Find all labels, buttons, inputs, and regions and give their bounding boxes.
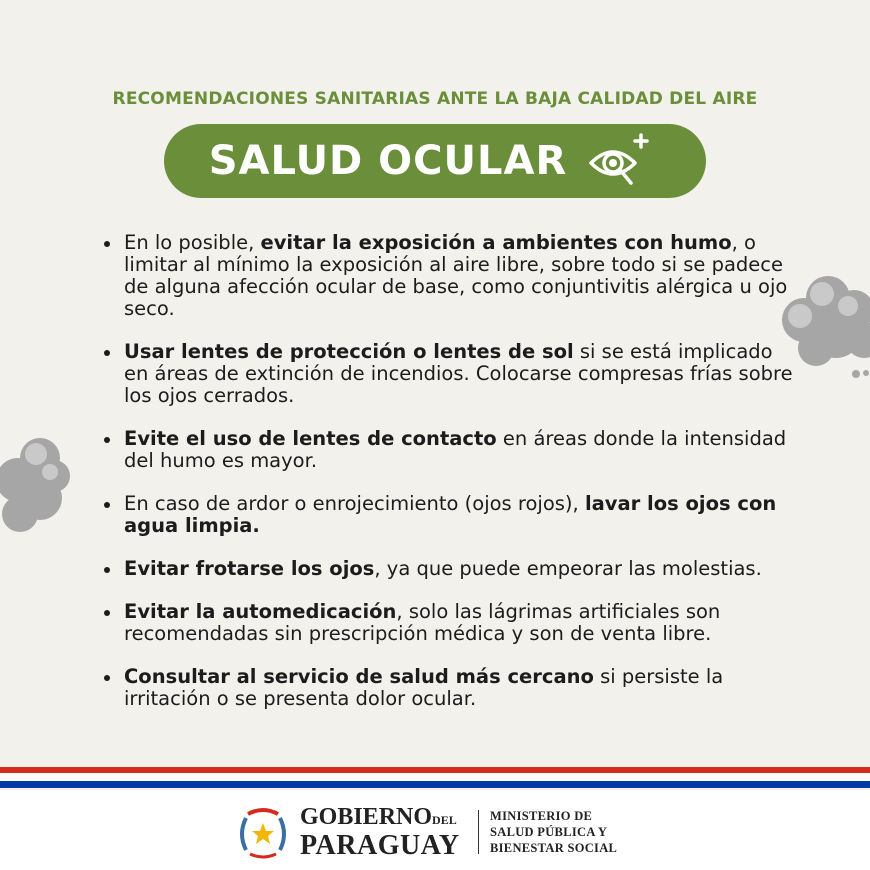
recommendation-bold-text: Evitar frotarse los ojos bbox=[124, 557, 375, 580]
government-wordmark bbox=[300, 804, 460, 859]
ministry-line1: MINISTERIO DE bbox=[490, 809, 593, 823]
page-title: SALUD OCULAR bbox=[208, 138, 568, 184]
recommendation-text: , ya que puede empeorar las molestias. bbox=[374, 557, 762, 580]
flag-stripe-white bbox=[0, 773, 870, 781]
eye-magnifier-plus-icon bbox=[587, 131, 661, 191]
gov-line2: PARAGUAY bbox=[300, 830, 460, 861]
recommendation-text: , o limitar al mínimo la exposición al aire libre, sobre todo si se padece de alguna afección ocular de base, como conjuntivitis alérgica u ojo seco. bbox=[124, 231, 788, 320]
recommendation-text: en áreas donde la intensidad del humo es mayor. bbox=[124, 427, 787, 472]
ministry-line2: SALUD PÚBLICA Y bbox=[490, 825, 608, 839]
recommendation-text: si persiste la irritación o se presenta dolor ocular. bbox=[124, 665, 724, 710]
recommendation-list bbox=[104, 232, 794, 731]
recommendation-bold-text: Consultar al servicio de salud más cercano bbox=[124, 665, 594, 688]
recommendation-bold-text: Evitar la automedicación bbox=[124, 600, 397, 623]
gov-del: DEL bbox=[432, 813, 457, 827]
recommendation-item bbox=[104, 341, 794, 407]
recommendation-bold-text: Usar lentes de protección o lentes de sol bbox=[124, 340, 574, 363]
recommendation-text: si se está implicado en áreas de extinción de incendios. Colocarse compresas frías sobre los ojos cerrados. bbox=[124, 340, 793, 407]
recommendation-bold-text: lavar los ojos con agua limpia. bbox=[124, 492, 777, 537]
recommendation-item bbox=[104, 601, 794, 645]
recommendation-item bbox=[104, 493, 794, 537]
recommendation-bold-text: Evite el uso de lentes de contacto bbox=[124, 427, 497, 450]
recommendation-text: , solo las lágrimas artificiales son recomendadas sin prescripción médica y son de venta libre. bbox=[124, 600, 721, 645]
footer-divider bbox=[478, 810, 479, 854]
title-banner bbox=[164, 124, 706, 198]
recommendation-item bbox=[104, 428, 794, 472]
recommendation-text: En lo posible, bbox=[124, 231, 261, 254]
recommendation-item bbox=[104, 666, 794, 710]
paraguay-seal-logo bbox=[236, 806, 290, 860]
recommendation-bold-text: evitar la exposición a ambientes con humo bbox=[260, 231, 732, 254]
smoke-cloud-left-icon bbox=[0, 436, 72, 536]
gov-line1: GOBIERNO bbox=[300, 804, 433, 830]
recommendation-item bbox=[104, 558, 794, 580]
recommendation-item bbox=[104, 232, 794, 320]
ministry-name bbox=[490, 808, 617, 856]
page-subtitle: RECOMENDACIONES SANITARIAS ANTE LA BAJA CALIDAD DEL AIRE bbox=[112, 89, 758, 109]
ministry-line3: BIENESTAR SOCIAL bbox=[490, 841, 618, 855]
flag-stripe-blue bbox=[0, 781, 870, 788]
recommendation-text: En caso de ardor o enrojecimiento (ojos rojos), bbox=[124, 492, 585, 515]
